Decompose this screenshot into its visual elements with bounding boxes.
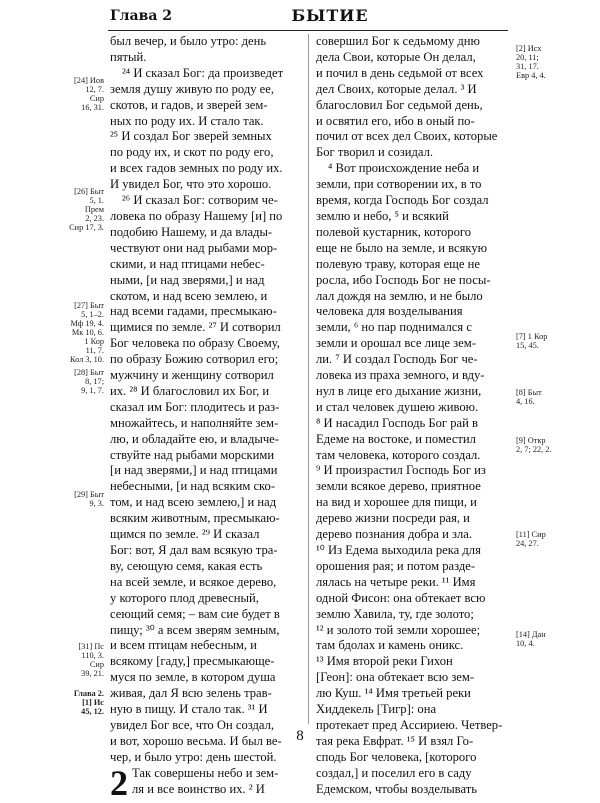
text-line: ⁹ И произрастил Господь Бог из bbox=[316, 463, 486, 478]
margin-note: [26] Быт 5, 1. Прем 2, 23. Сир 17, 3. bbox=[69, 187, 104, 232]
text-line: одной Фисон: она обтекает всю bbox=[316, 590, 486, 605]
text-line: там бдолах и камень оникс. bbox=[316, 638, 464, 653]
text-line: [и над зверями,] и над птицами bbox=[110, 463, 278, 478]
text-line: земли и орошал все лице зем- bbox=[316, 336, 476, 351]
margin-note: [29] Быт 9, 3. bbox=[74, 490, 104, 508]
text-line: человека для возделывания bbox=[316, 304, 463, 319]
margin-note: [9] Откр 2, 7; 22, 2. bbox=[516, 436, 552, 454]
margin-note: [14] Дан 10, 4. bbox=[516, 630, 546, 648]
text-line: ствуйте над рыбами морскими bbox=[110, 447, 275, 462]
text-line: ву, сеющую семя, какая есть bbox=[110, 558, 263, 573]
text-line: скотом, и над всею землею, и bbox=[110, 288, 268, 303]
margin-note: [7] 1 Кор 15, 45. bbox=[516, 332, 548, 350]
text-line: был вечер, и было утро: день bbox=[110, 34, 267, 48]
text-line: сеющий семя; – вам сие будет в bbox=[110, 606, 280, 621]
text-line: ли. ⁷ И создал Господь Бог че- bbox=[316, 352, 478, 367]
text-line: лал дождя на землю, и не было bbox=[316, 288, 483, 303]
text-line: муся по земле, в котором душа bbox=[110, 670, 276, 685]
chapter-drop-cap: 2 bbox=[110, 762, 128, 803]
text-line: тая река Евфрат. ¹⁵ И взял Го- bbox=[316, 733, 474, 748]
text-line: создал,] и поселил его в саду bbox=[316, 765, 472, 780]
text-line: над всеми гадами, пресмыкаю- bbox=[110, 304, 277, 319]
text-line: пятый. bbox=[110, 49, 147, 64]
text-line: скими, и над птицами небес- bbox=[110, 256, 265, 271]
text-line: ⁴ Вот происхождение неба и bbox=[328, 161, 480, 176]
text-line: ных по роду их. И стало так. bbox=[110, 113, 264, 128]
text-line: Так совершены небо и зем- bbox=[132, 765, 279, 780]
running-head-chapter: Глава 2 bbox=[110, 8, 173, 24]
text-line: полевую траву, которая еще не bbox=[316, 256, 480, 271]
text-line: Бог человека по образу Своему, bbox=[110, 336, 280, 351]
text-line: ⁸ И насадил Господь Бог рай в bbox=[316, 415, 478, 430]
text-line: земли всякое дерево, приятное bbox=[316, 479, 481, 494]
text-line: сподь Бог человека, [которого bbox=[316, 749, 477, 764]
text-line: еще не было на земле, и всякую bbox=[316, 240, 488, 255]
text-line: Бог творил и созидал. bbox=[316, 145, 434, 160]
text-line: том, и над всею землею,] и над bbox=[110, 495, 277, 510]
text-line: и вот, хорошо весьма. И был ве- bbox=[110, 733, 282, 748]
text-line: живая, дал Я всю зелень трав- bbox=[110, 686, 272, 701]
text-line: ными, [и над зверями,] и над bbox=[110, 272, 265, 287]
text-line: полевой кустарник, которого bbox=[316, 224, 472, 239]
text-line: по образу Божию сотворил его; bbox=[110, 352, 279, 367]
text-line: пищу; ³⁰ а всем зверям земным, bbox=[110, 622, 280, 637]
text-line: Хиддекель [Тигр]: она bbox=[316, 702, 437, 717]
text-line: ля и все воинство их. ² И bbox=[132, 781, 265, 796]
text-column-left bbox=[110, 34, 304, 803]
text-line: землю и небо, ⁵ и всякий bbox=[316, 208, 449, 223]
text-line: время, когда Господь Бог создал bbox=[316, 193, 489, 208]
text-line: и почил в день седьмой от всех bbox=[316, 65, 484, 80]
text-line: Едеме на востоке, и поместил bbox=[316, 431, 476, 446]
text-line: и стал человек душею живою. bbox=[316, 399, 479, 414]
text-line: у которого плод древесный, bbox=[110, 590, 259, 605]
text-line: [Геон]: она обтекает всю зем- bbox=[316, 670, 475, 685]
text-line: ¹² и золото той земли хорошее; bbox=[316, 622, 481, 637]
text-line: ную в пищу. И стало так. ³¹ И bbox=[110, 702, 268, 717]
text-line: чествуют они над рыбами мор- bbox=[110, 240, 278, 255]
margin-note: [8] Быт 4, 16. bbox=[516, 388, 542, 406]
text-line: ловека из праха земного, и вду- bbox=[316, 368, 485, 383]
text-line: лю, и обладайте ею, и владыче- bbox=[110, 431, 279, 446]
text-line: небесными, [и над всяким ско- bbox=[110, 479, 276, 494]
text-line: земли, ⁶ но пар поднимался с bbox=[316, 320, 472, 335]
running-head-title: БЫТИЕ bbox=[291, 6, 369, 25]
text-line: благословил Бог седьмой день, bbox=[316, 97, 483, 112]
text-line: щимся по земле. ²⁹ И сказал bbox=[110, 527, 260, 542]
margin-note: [2] Исх 20, 11; 31, 17. Евр 4, 4. bbox=[516, 44, 546, 80]
text-line: дерево жизни посреди рая, и bbox=[316, 511, 470, 526]
margin-note: [11] Сир 24, 27. bbox=[516, 530, 546, 548]
margin-note: [24] Иов 12, 7. Сир 16, 31. bbox=[74, 76, 104, 112]
text-line: протекает пред Ассириею. Четвер- bbox=[316, 717, 503, 732]
text-line: там человека, которого создал. bbox=[316, 447, 481, 462]
text-line: орошения рая; и потом разде- bbox=[316, 558, 476, 573]
text-line: по роду их, и скот по роду его, bbox=[110, 145, 274, 160]
text-line: Едемском, чтобы возделывать bbox=[316, 781, 477, 796]
text-line: их. ²⁸ И благословил их Бог, и bbox=[110, 383, 270, 398]
margin-note: [31] Пс 110, 3. Сир 39, 21. bbox=[78, 642, 104, 678]
text-line: дела Свои, которые Он делал, bbox=[316, 49, 476, 64]
text-line: сказал им Бог: плодитесь и раз- bbox=[110, 399, 280, 414]
text-line: щимися по земле. ²⁷ И сотворил bbox=[110, 320, 281, 335]
text-line: множайтесь, и наполняйте зем- bbox=[110, 415, 279, 430]
text-line: всякому [гаду,] пресмыкающе- bbox=[110, 654, 275, 669]
text-line: скотов, и гадов, и зверей зем- bbox=[110, 97, 268, 112]
text-line: ²⁶ И сказал Бог: сотворим че- bbox=[122, 193, 278, 208]
text-line: ¹⁰ Из Едема выходила река для bbox=[316, 543, 481, 557]
text-line: росла, ибо Господь Бог не посы- bbox=[316, 272, 491, 287]
text-line: и освятил его, ибо в оный по- bbox=[316, 113, 475, 128]
margin-note: [27] Быт 5, 1–2. Мф 19, 4. Мк 10, 6. 1 Кор 11, 7. Кол 3, 10. bbox=[69, 301, 104, 364]
header-rule bbox=[108, 30, 508, 31]
text-line: ²⁵ И создал Бог зверей земных bbox=[110, 129, 272, 144]
page-number: 8 bbox=[296, 728, 304, 744]
chapter-2-opening bbox=[110, 762, 304, 803]
text-line: ¹³ Имя второй реки Гихон bbox=[316, 654, 453, 669]
text-line: дерево познания добра и зла. bbox=[316, 527, 472, 542]
text-line: почил от всех дел Своих, которые bbox=[316, 129, 498, 144]
text-line: ²⁴ И сказал Бог: да произведет bbox=[122, 65, 284, 80]
text-line: дел Своих, которые делал. ³ И bbox=[316, 81, 477, 96]
text-line: и всем птицам небесным, и bbox=[110, 638, 257, 653]
text-line: подобию Нашему, и да влады- bbox=[110, 224, 273, 239]
text-line: И увидел Бог, что это хорошо. bbox=[110, 177, 272, 192]
text-line: всяким животным, пресмыкаю- bbox=[110, 511, 280, 526]
text-column-right bbox=[316, 34, 510, 798]
text-line: землю Хавила, ту, где золото; bbox=[316, 606, 474, 621]
text-line: лялась на четыре реки. ¹¹ Имя bbox=[316, 574, 476, 589]
text-line: Бог: вот, Я дал вам всякую тра- bbox=[110, 543, 278, 557]
text-line: чер, и было утро: день шестой. bbox=[110, 749, 277, 764]
text-line: нул в лице его дыхание жизни, bbox=[316, 383, 482, 398]
column-divider bbox=[308, 34, 309, 724]
text-line: и всех гадов земных по роду их. bbox=[110, 161, 283, 176]
text-line: лю Куш. ¹⁴ Имя третьей реки bbox=[316, 686, 471, 701]
text-line: земля душу живую по роду ее, bbox=[110, 81, 275, 96]
text-line: мужчину и женщину сотворил bbox=[110, 368, 274, 383]
text-line: совершил Бог к седьмому дню bbox=[316, 34, 480, 48]
text-line: увидел Бог все, что Он создал, bbox=[110, 717, 275, 732]
margin-note: [28] Быт 8, 17; 9, 1, 7. bbox=[74, 368, 104, 395]
text-line: земли, при сотворении их, в то bbox=[316, 177, 482, 192]
text-line: на вид и хорошее для пищи, и bbox=[316, 495, 477, 510]
margin-note-chapter: Глава 2. [1] Ис 45, 12. bbox=[73, 689, 104, 716]
text-line: ловека по образу Нашему [и] по bbox=[110, 208, 283, 223]
text-line: на всей земле, и всякое дерево, bbox=[110, 574, 277, 589]
